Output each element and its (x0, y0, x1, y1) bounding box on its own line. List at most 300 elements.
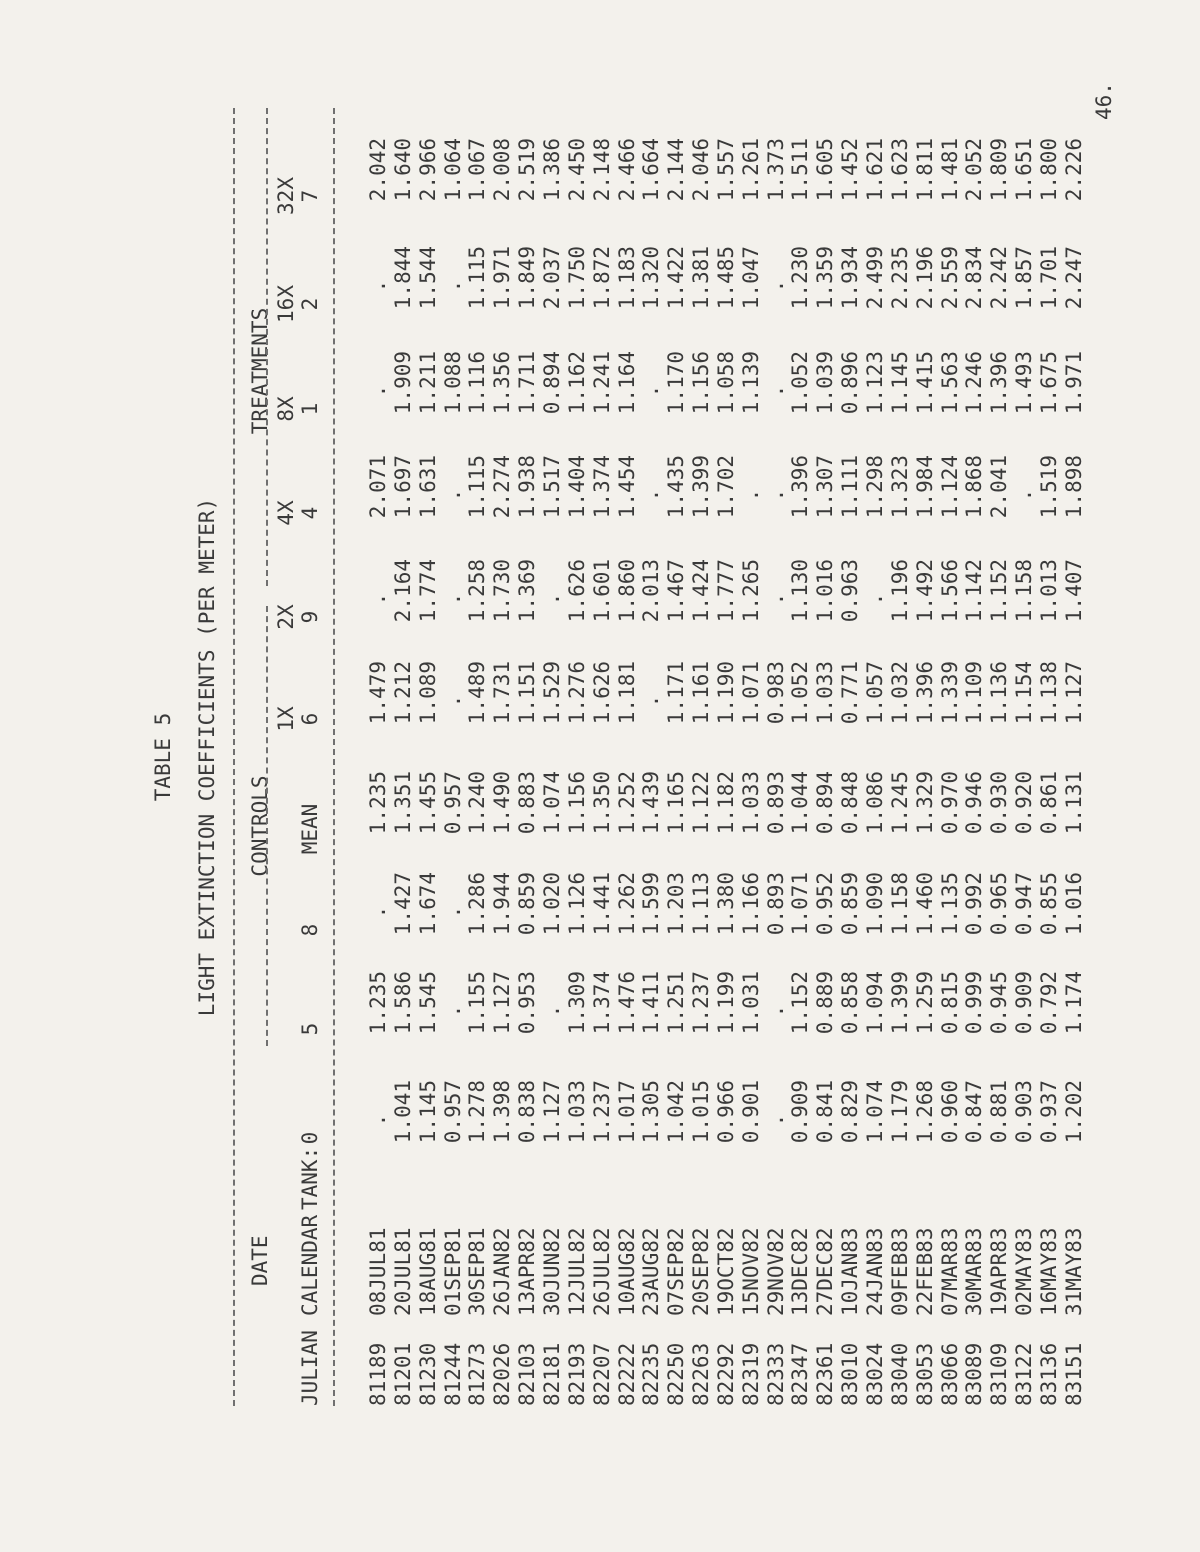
calendar-date-cell: 19APR83 (987, 1227, 1012, 1316)
value-cell: 0.983 (763, 661, 788, 725)
tank-header: 8 (298, 923, 322, 937)
value-cell: 1.181 (614, 661, 639, 725)
value-cell: 2.966 (415, 138, 440, 202)
group-label-controls: CONTROLS (248, 775, 272, 877)
value-cell: 1.323 (887, 455, 912, 519)
julian-date-cell: 82103 (515, 1342, 540, 1406)
value-cell: 1.730 (490, 559, 515, 623)
value-cell: 1.674 (415, 872, 440, 936)
value-cell: . (539, 1004, 564, 1018)
value-cell: 1.452 (838, 138, 863, 202)
value-cell: 1.490 (490, 771, 515, 835)
value-cell: 0.909 (788, 1080, 813, 1144)
value-cell: 0.894 (813, 771, 838, 835)
value-cell: 1.351 (390, 771, 415, 835)
value-cell: 1.651 (1012, 138, 1037, 202)
value-cell: . (763, 279, 788, 293)
julian-date-cell: 82361 (813, 1342, 838, 1406)
julian-date-cell: 82347 (788, 1342, 813, 1406)
value-cell: 1.230 (788, 246, 813, 310)
value-cell: 1.329 (912, 771, 937, 835)
value-cell: 1.489 (465, 661, 490, 725)
value-cell: 0.838 (515, 1080, 540, 1144)
value-cell: 1.374 (589, 455, 614, 519)
value-cell: 0.893 (763, 872, 788, 936)
calendar-date-cell: 29NOV82 (763, 1227, 788, 1316)
calendar-date-cell: 26JUL82 (589, 1227, 614, 1316)
calendar-date-cell: 20JUL81 (390, 1227, 415, 1316)
value-cell: 1.057 (863, 661, 887, 725)
value-cell: 1.427 (390, 872, 415, 936)
calendar-date-cell: 08JUL81 (366, 1227, 390, 1316)
value-cell: 1.307 (813, 455, 838, 519)
value-cell: 1.089 (415, 661, 440, 725)
value-cell: 1.374 (589, 971, 614, 1035)
value-cell: 1.626 (589, 661, 614, 725)
value-cell: 1.156 (564, 771, 589, 835)
value-cell: 1.971 (1061, 351, 1086, 415)
header-rule (333, 108, 335, 1406)
value-cell: 2.037 (539, 246, 564, 310)
treatment-label: 4X (274, 500, 298, 526)
value-cell: 1.041 (390, 1080, 415, 1144)
treatment-label: 1X (274, 706, 298, 732)
value-cell: 0.970 (937, 771, 962, 835)
calendar-date-cell: 26JAN82 (490, 1227, 515, 1316)
value-cell: 2.274 (490, 455, 515, 519)
value-cell: 1.557 (713, 138, 738, 202)
value-cell: 1.545 (415, 971, 440, 1035)
value-cell: 0.963 (838, 559, 863, 623)
value-cell: 1.386 (539, 138, 564, 202)
value-cell: 1.298 (863, 455, 887, 519)
value-cell: 0.945 (987, 971, 1012, 1035)
value-cell: . (763, 384, 788, 398)
value-cell: 1.202 (1061, 1080, 1086, 1144)
value-cell: . (440, 905, 465, 919)
value-cell: 1.399 (689, 455, 714, 519)
value-cell: 1.860 (614, 559, 639, 623)
tank-header: 1 (298, 402, 322, 416)
value-cell: 0.894 (539, 351, 564, 415)
value-cell: 0.829 (838, 1080, 863, 1144)
value-cell: 1.126 (564, 872, 589, 936)
value-cell: 2.042 (366, 138, 390, 202)
table-title: TABLE 5 (151, 712, 175, 802)
julian-date-cell: 83136 (1036, 1342, 1061, 1406)
calendar-date-cell: 19OCT82 (713, 1227, 738, 1316)
value-cell: 1.934 (838, 246, 863, 310)
calendar-date-cell: 10AUG82 (614, 1227, 639, 1316)
value-cell: 0.957 (440, 771, 465, 835)
value-cell: 1.481 (937, 138, 962, 202)
value-cell: 1.240 (465, 771, 490, 835)
value-cell: 1.605 (813, 138, 838, 202)
value-cell: 0.960 (937, 1080, 962, 1144)
value-cell: 1.398 (490, 1080, 515, 1144)
value-cell: 1.124 (937, 455, 962, 519)
value-cell: . (440, 592, 465, 606)
treatment-label: 2X (274, 604, 298, 630)
value-cell: 1.152 (987, 559, 1012, 623)
value-cell: . (366, 905, 390, 919)
julian-date-cell: 82235 (639, 1342, 664, 1406)
value-cell: 0.992 (962, 872, 987, 936)
value-cell: 1.278 (465, 1080, 490, 1144)
julian-date-cell: 82193 (564, 1342, 589, 1406)
value-cell: 2.052 (962, 138, 987, 202)
value-cell: 1.369 (515, 559, 540, 623)
value-cell: 0.881 (987, 1080, 1012, 1144)
value-cell: 1.158 (1012, 559, 1037, 623)
value-cell: 1.064 (440, 138, 465, 202)
value-cell: 1.439 (639, 771, 664, 835)
value-cell: 1.276 (564, 661, 589, 725)
value-cell: 1.777 (713, 559, 738, 623)
value-cell: 1.519 (1036, 455, 1061, 519)
controls-underline (266, 606, 268, 1046)
value-cell: 0.957 (440, 1080, 465, 1144)
julian-date-cell: 82292 (713, 1342, 738, 1406)
julian-date-cell: 83089 (962, 1342, 987, 1406)
value-cell: 0.909 (1012, 971, 1037, 1035)
value-cell: 1.750 (564, 246, 589, 310)
treatment-label: 8X (274, 396, 298, 422)
calendar-date-cell: 30MAR83 (962, 1227, 987, 1316)
value-cell: 1.435 (664, 455, 689, 519)
calendar-date-cell: 20SEP82 (689, 1227, 714, 1316)
julian-date-cell: 81189 (366, 1342, 390, 1406)
julian-date-cell: 83010 (838, 1342, 863, 1406)
value-cell: 1.544 (415, 246, 440, 310)
value-cell: . (366, 592, 390, 606)
value-cell: 1.017 (614, 1080, 639, 1144)
value-cell: 1.138 (1036, 661, 1061, 725)
value-cell: 1.422 (664, 246, 689, 310)
value-cell: 1.183 (614, 246, 639, 310)
value-cell: 1.016 (1061, 872, 1086, 936)
value-cell: 1.898 (1061, 455, 1086, 519)
julian-date-cell: 81273 (465, 1342, 490, 1406)
value-cell: 1.702 (713, 455, 738, 519)
value-cell: 1.074 (539, 771, 564, 835)
value-cell: 1.164 (614, 351, 639, 415)
value-cell: 0.848 (838, 771, 863, 835)
value-cell: 1.984 (912, 455, 937, 519)
value-cell: 1.127 (1061, 661, 1086, 725)
value-cell: 1.909 (390, 351, 415, 415)
tank-header: 5 (298, 1022, 322, 1036)
value-cell: 1.086 (863, 771, 887, 835)
value-cell: 1.407 (1061, 559, 1086, 623)
value-cell: 1.467 (664, 559, 689, 623)
value-cell: 1.479 (366, 661, 390, 725)
value-cell: 1.199 (713, 971, 738, 1035)
value-cell: 1.566 (937, 559, 962, 623)
value-cell: 1.339 (937, 661, 962, 725)
calendar-date-cell: 30JUN82 (539, 1227, 564, 1316)
value-cell: 1.122 (689, 771, 714, 835)
value-cell: 1.094 (863, 971, 887, 1035)
value-cell: 1.196 (887, 559, 912, 623)
value-cell: . (440, 1004, 465, 1018)
value-cell: 1.033 (738, 771, 763, 835)
page-number: 46. (1092, 82, 1116, 120)
value-cell: 1.158 (887, 872, 912, 936)
julian-date-cell: 82319 (738, 1342, 763, 1406)
value-cell: 0.858 (838, 971, 863, 1035)
value-cell: 0.946 (962, 771, 987, 835)
value-cell: 2.164 (390, 559, 415, 623)
value-cell: 2.226 (1061, 138, 1086, 202)
value-cell: 1.151 (515, 661, 540, 725)
value-cell: 1.476 (614, 971, 639, 1035)
rotated-table-page (148, 108, 1098, 1406)
value-cell: 1.016 (813, 559, 838, 623)
tank-header: 6 (298, 712, 322, 726)
value-cell: 1.145 (887, 351, 912, 415)
value-cell: . (863, 592, 887, 606)
value-cell: 0.792 (1036, 971, 1061, 1035)
value-cell: 0.771 (838, 661, 863, 725)
table-subtitle: LIGHT EXTINCTION COEFFICIENTS (PER METER) (195, 497, 219, 1017)
value-cell: 1.033 (813, 661, 838, 725)
value-cell: . (366, 1113, 390, 1127)
value-cell: 1.265 (738, 559, 763, 623)
value-cell: 1.067 (465, 138, 490, 202)
julian-date-cell: 83024 (863, 1342, 887, 1406)
value-cell: 1.090 (863, 872, 887, 936)
value-cell: 1.156 (689, 351, 714, 415)
value-cell: 0.952 (813, 872, 838, 936)
calendar-date-cell: 13DEC82 (788, 1227, 813, 1316)
value-cell: 0.841 (813, 1080, 838, 1144)
julian-date-cell: 82181 (539, 1342, 564, 1406)
value-cell: 1.415 (912, 351, 937, 415)
value-cell: 1.166 (738, 872, 763, 936)
value-cell: 2.499 (863, 246, 887, 310)
value-cell: 2.196 (912, 246, 937, 310)
value-cell: 0.855 (1036, 872, 1061, 936)
calendar-date-cell: 12JUL82 (564, 1227, 589, 1316)
value-cell: 1.599 (639, 872, 664, 936)
value-cell: 1.235 (366, 771, 390, 835)
julian-date-cell: 82333 (763, 1342, 788, 1406)
value-cell: 0.901 (738, 1080, 763, 1144)
value-cell: 1.123 (863, 351, 887, 415)
value-cell: . (539, 592, 564, 606)
calendar-date-cell: 13APR82 (515, 1227, 540, 1316)
calendar-date-cell: 16MAY83 (1036, 1227, 1061, 1316)
value-cell: 1.455 (415, 771, 440, 835)
value-cell: 0.859 (515, 872, 540, 936)
calendar-date-cell: 09FEB83 (887, 1227, 912, 1316)
value-cell: 1.675 (1036, 351, 1061, 415)
value-cell: . (763, 1113, 788, 1127)
value-cell: . (440, 694, 465, 708)
julian-date-cell: 82222 (614, 1342, 639, 1406)
value-cell: 1.088 (440, 351, 465, 415)
value-cell: 1.031 (738, 971, 763, 1035)
value-cell: 1.356 (490, 351, 515, 415)
value-cell: 1.162 (564, 351, 589, 415)
value-cell: 1.152 (788, 971, 813, 1035)
value-cell: 0.920 (1012, 771, 1037, 835)
value-cell: 1.145 (415, 1080, 440, 1144)
value-cell: . (763, 592, 788, 606)
value-cell: 0.999 (962, 971, 987, 1035)
header-tank: TANK: (298, 1146, 322, 1210)
value-cell: 1.182 (713, 771, 738, 835)
value-cell: 1.350 (589, 771, 614, 835)
value-cell: 1.235 (366, 971, 390, 1035)
value-cell: . (440, 279, 465, 293)
value-cell: 1.262 (614, 872, 639, 936)
value-cell: 1.212 (390, 661, 415, 725)
value-cell: 1.127 (539, 1080, 564, 1144)
tank-header: 7 (298, 189, 322, 203)
value-cell: 1.013 (1036, 559, 1061, 623)
value-cell: 0.859 (838, 872, 863, 936)
value-cell: 1.116 (465, 351, 490, 415)
value-cell: 2.013 (639, 559, 664, 623)
value-cell: 1.529 (539, 661, 564, 725)
value-cell: 1.211 (415, 351, 440, 415)
value-cell: 1.042 (664, 1080, 689, 1144)
value-cell: 2.247 (1061, 246, 1086, 310)
value-cell: 1.309 (564, 971, 589, 1035)
value-cell: 0.893 (763, 771, 788, 835)
value-cell: 1.424 (689, 559, 714, 623)
value-cell: 1.460 (912, 872, 937, 936)
value-cell: 1.626 (564, 559, 589, 623)
value-cell: 2.235 (887, 246, 912, 310)
header-julian: JULIAN (298, 1330, 322, 1406)
value-cell: . (763, 1004, 788, 1018)
value-cell: 1.052 (788, 661, 813, 725)
value-cell: 1.492 (912, 559, 937, 623)
value-cell: 1.872 (589, 246, 614, 310)
julian-date-cell: 83066 (937, 1342, 962, 1406)
value-cell: 1.938 (515, 455, 540, 519)
value-cell: 2.519 (515, 138, 540, 202)
value-cell: 0.861 (1036, 771, 1061, 835)
value-cell: 1.774 (415, 559, 440, 623)
value-cell: 1.139 (738, 351, 763, 415)
value-cell: 1.359 (813, 246, 838, 310)
value-cell: 1.404 (564, 455, 589, 519)
value-cell: 1.071 (738, 661, 763, 725)
value-cell: 1.113 (689, 872, 714, 936)
value-cell: 1.127 (490, 971, 515, 1035)
value-cell: 1.044 (788, 771, 813, 835)
value-cell: 2.041 (987, 455, 1012, 519)
value-cell: 1.047 (738, 246, 763, 310)
value-cell: 0.937 (1036, 1080, 1061, 1144)
tank-header: MEAN (298, 803, 322, 855)
value-cell: 1.109 (962, 661, 987, 725)
julian-date-cell: 81201 (390, 1342, 415, 1406)
value-cell: 1.245 (887, 771, 912, 835)
value-cell: 1.170 (664, 351, 689, 415)
julian-date-cell: 83151 (1061, 1342, 1086, 1406)
value-cell: 1.697 (390, 455, 415, 519)
julian-date-cell: 82263 (689, 1342, 714, 1406)
value-cell: 1.621 (863, 138, 887, 202)
treatment-label: 16X (274, 285, 298, 323)
value-cell: 1.252 (614, 771, 639, 835)
calendar-date-cell: 02MAY83 (1012, 1227, 1037, 1316)
value-cell: 1.237 (589, 1080, 614, 1144)
calendar-date-cell: 27DEC82 (813, 1227, 838, 1316)
value-cell: 2.148 (589, 138, 614, 202)
value-cell: 0.896 (838, 351, 863, 415)
value-cell: 1.563 (937, 351, 962, 415)
value-cell: . (366, 279, 390, 293)
value-cell: 0.965 (987, 872, 1012, 936)
value-cell: 0.947 (1012, 872, 1037, 936)
value-cell: 1.261 (738, 138, 763, 202)
value-cell: 1.032 (887, 661, 912, 725)
value-cell: . (366, 384, 390, 398)
treatment-label: 32X (274, 177, 298, 215)
value-cell: 1.165 (664, 771, 689, 835)
value-cell: 1.485 (713, 246, 738, 310)
value-cell: 2.834 (962, 246, 987, 310)
value-cell: 1.631 (415, 455, 440, 519)
value-cell: 2.071 (366, 455, 390, 519)
calendar-date-cell: 31MAY83 (1061, 1227, 1086, 1316)
value-cell: . (738, 488, 763, 502)
calendar-date-cell: 15NOV82 (738, 1227, 763, 1316)
julian-date-cell: 81244 (440, 1342, 465, 1406)
value-cell: 2.008 (490, 138, 515, 202)
value-cell: 1.251 (664, 971, 689, 1035)
value-cell: . (639, 488, 664, 502)
value-cell: 1.115 (465, 455, 490, 519)
value-cell: 1.844 (390, 246, 415, 310)
value-cell: 1.171 (664, 661, 689, 725)
value-cell: 1.058 (713, 351, 738, 415)
value-cell: 0.847 (962, 1080, 987, 1144)
value-cell: 1.441 (589, 872, 614, 936)
value-cell: 0.883 (515, 771, 540, 835)
value-cell: 1.190 (713, 661, 738, 725)
value-cell: 1.517 (539, 455, 564, 519)
calendar-date-cell: 07MAR83 (937, 1227, 962, 1316)
value-cell: 1.623 (887, 138, 912, 202)
tank-header: 2 (298, 297, 322, 311)
value-cell: 1.259 (912, 971, 937, 1035)
value-cell: 1.179 (887, 1080, 912, 1144)
group-label-treatments: TREATMENTS (248, 307, 272, 435)
value-cell: 2.144 (664, 138, 689, 202)
value-cell: 2.450 (564, 138, 589, 202)
value-cell: 0.966 (713, 1080, 738, 1144)
top-rule (233, 108, 235, 1406)
value-cell: 2.242 (987, 246, 1012, 310)
value-cell: . (440, 488, 465, 502)
value-cell: 2.046 (689, 138, 714, 202)
value-cell: 1.258 (465, 559, 490, 623)
value-cell: 1.811 (912, 138, 937, 202)
value-cell: 0.930 (987, 771, 1012, 835)
value-cell: 1.396 (788, 455, 813, 519)
value-cell: 1.020 (539, 872, 564, 936)
julian-date-cell: 83109 (987, 1342, 1012, 1406)
value-cell: 0.815 (937, 971, 962, 1035)
value-cell: 1.396 (987, 351, 1012, 415)
